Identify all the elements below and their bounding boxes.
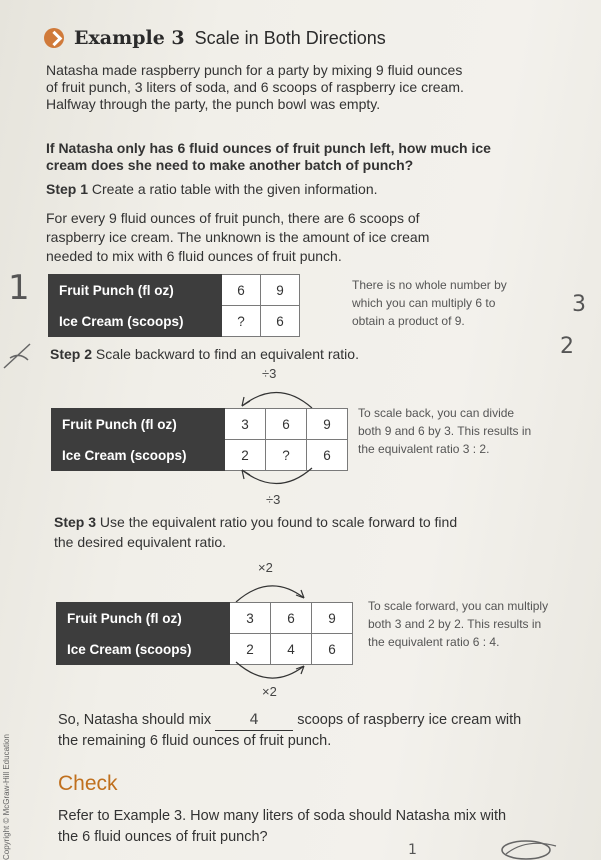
table-cell: 3 [230, 603, 271, 634]
note-line: both 3 and 2 by 2. This results in [368, 617, 542, 631]
example-header [44, 24, 386, 52]
table-row [57, 603, 353, 634]
table-cell: 9 [307, 409, 348, 440]
step1-text: Create a ratio table with the given information. [91, 181, 378, 197]
table-cell: 6 [222, 275, 261, 306]
note-line: which you can multiply 6 to [352, 296, 496, 310]
conclusion-before: So, Natasha should mix [58, 712, 212, 728]
step3-text-2: the desired equivalent ratio. [54, 534, 226, 550]
step1-body-2: raspberry ice cream. The unknown is the amount of ice cream [46, 229, 430, 245]
answer-handwritten: 4 [249, 712, 259, 728]
conclusion-after: scoops of raspberry ice cream with [297, 712, 522, 728]
row-label-ice-cream: Ice Cream (scoops) [49, 306, 222, 337]
row-label-ice-cream: Ice Cream (scoops) [57, 634, 230, 665]
multiply-label-bottom: ×2 [262, 684, 277, 699]
handwritten-mark-bottom: 1 [408, 842, 417, 858]
handwritten-mark-right-1: 3 [572, 292, 586, 317]
scale-arrow-bottom [226, 660, 316, 686]
note-line: obtain a product of 9. [352, 314, 465, 328]
scale-arrow-bottom [230, 466, 320, 492]
check-line-1: Refer to Example 3. How many liters of soda should Natasha mix with [58, 808, 507, 824]
ratio-table-step2 [51, 408, 348, 471]
conclusion-line-2: the remaining 6 fluid ounces of fruit punch. [58, 733, 332, 749]
table-cell: ? [222, 306, 261, 337]
handwritten-scribble-left [0, 338, 40, 378]
copyright-notice: Copyright © McGraw-Hill Education [2, 734, 11, 860]
row-label-fruit-punch: Fruit Punch (fl oz) [57, 603, 230, 634]
example-title: Scale in Both Directions [194, 27, 386, 48]
table-row [49, 275, 300, 306]
table-row [49, 306, 300, 337]
table-cell: 9 [312, 603, 353, 634]
step2-text: Scale backward to find an equivalent ratio. [95, 346, 359, 362]
handwritten-mark-left: 1 [8, 268, 30, 308]
intro-line-2: of fruit punch, 3 liters of soda, and 6 scoops of raspberry ice cream. [46, 79, 464, 95]
intro-line-1: Natasha made raspberry punch for a party by mixing 9 fluid ounces [46, 62, 463, 78]
step3-heading [54, 514, 457, 532]
note-line: the equivalent ratio 6 : 4. [368, 635, 500, 649]
table-cell: 6 [312, 634, 353, 665]
note-line: There is no whole number by [352, 278, 507, 292]
divide-label-top: ÷3 [262, 366, 277, 381]
handwritten-scribble-bottom [496, 834, 566, 860]
step3-label: Step 3 [54, 514, 97, 530]
check-line-2: the 6 fluid ounces of fruit punch? [58, 829, 268, 845]
row-label-fruit-punch: Fruit Punch (fl oz) [52, 409, 225, 440]
example-label: Example 3 [74, 27, 185, 49]
question-line-2: cream does she need to make another batch of punch? [46, 157, 414, 173]
step1-note [352, 276, 507, 330]
ratio-table-step1 [48, 274, 300, 337]
step1-heading [46, 181, 378, 199]
answer-blank[interactable] [215, 712, 293, 731]
note-line: both 9 and 6 by 3. This results in [358, 424, 532, 438]
step3-note [368, 597, 548, 651]
divide-label-bottom: ÷3 [266, 492, 281, 507]
table-cell: 2 [225, 440, 266, 471]
step3-text: Use the equivalent ratio you found to scale forward to find [99, 514, 458, 530]
arrow-circle-icon [44, 28, 64, 48]
scale-arrow-top [230, 384, 320, 410]
table-cell: 6 [271, 603, 312, 634]
intro-line-3: Halfway through the party, the punch bowl was empty. [46, 96, 381, 112]
note-line: To scale back, you can divide [358, 406, 515, 420]
step2-heading [50, 346, 359, 364]
check-heading: Check [58, 772, 118, 795]
question-line-1: If Natasha only has 6 fluid ounces of fruit punch left, how much ice [46, 140, 491, 156]
table-cell: 6 [266, 409, 307, 440]
step2-label: Step 2 [50, 346, 93, 362]
handwritten-mark-right-2: 2 [560, 334, 574, 359]
step1-body-1: For every 9 fluid ounces of fruit punch, there are 6 scoops of [46, 210, 420, 226]
table-cell: 9 [261, 275, 300, 306]
table-cell: 3 [225, 409, 266, 440]
table-cell: 4 [271, 634, 312, 665]
table-cell: ? [266, 440, 307, 471]
note-line: the equivalent ratio 3 : 2. [358, 442, 490, 456]
ratio-table-step3 [56, 602, 353, 665]
note-line: To scale forward, you can multiply [368, 599, 549, 613]
table-cell: 6 [307, 440, 348, 471]
row-label-fruit-punch: Fruit Punch (fl oz) [49, 275, 222, 306]
multiply-label-top: ×2 [258, 560, 273, 575]
table-cell: 2 [230, 634, 271, 665]
row-label-ice-cream: Ice Cream (scoops) [52, 440, 225, 471]
step2-note [358, 404, 531, 458]
table-row [52, 409, 348, 440]
step1-body-3: needed to mix with 6 fluid ounces of fruit punch. [46, 248, 342, 264]
table-cell: 6 [261, 306, 300, 337]
step1-label: Step 1 [46, 181, 89, 197]
scale-arrow-top [226, 578, 316, 604]
conclusion-line-1 [58, 712, 521, 731]
